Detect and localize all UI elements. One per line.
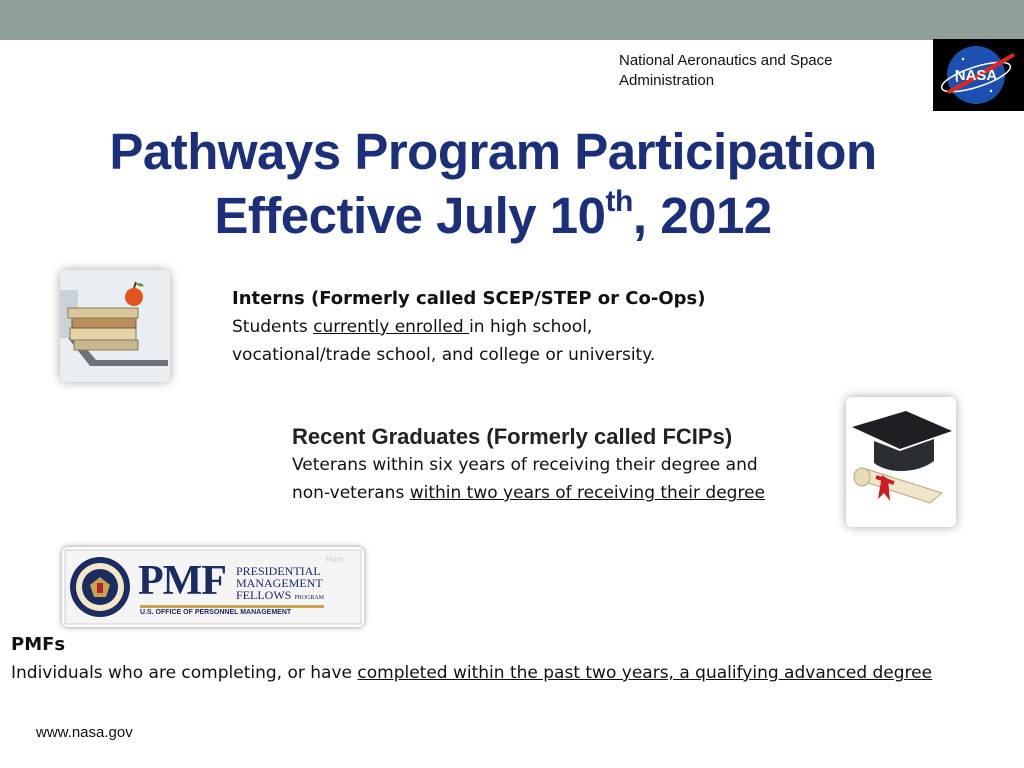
pmf-letters: PMF (138, 558, 226, 604)
pmf-banner (62, 547, 364, 627)
interns-heading: Interns (Formerly called SCEP/STEP or Co-Ops) (232, 288, 706, 309)
agency-line-2: Administration (619, 72, 715, 89)
pmfs-text (11, 659, 1021, 687)
pmf-line-1: PRESIDENTIAL (236, 564, 321, 578)
pmf-fellows: FELLOWS (236, 588, 292, 602)
agency-name (619, 51, 909, 91)
pmf-program: PROGRAM (294, 595, 325, 601)
interns-text-line-1 (232, 313, 792, 341)
page-title (40, 120, 946, 248)
pmfs-text-pre: Individuals who are completing, or have (11, 663, 358, 683)
nasa-logo-text: NASA (954, 67, 998, 84)
interns-text-pre: Students (232, 317, 314, 337)
recent-graduates-line-2 (292, 479, 832, 507)
pmfs-heading: PMFs (11, 634, 66, 655)
pmf-line-2: MANAGEMENT (236, 576, 323, 590)
recent-graduates-line-1: Veterans within six years of receiving their degree and (292, 455, 758, 475)
interns-text-post: in high school, (469, 317, 593, 337)
graduation-cap-image (846, 397, 956, 527)
agency-line-1: National Aeronautics and Space (619, 52, 833, 69)
recent-graduates-line-2-pre: non-veterans (292, 483, 410, 503)
pmf-gold-rule (140, 605, 324, 608)
title-superscript: th (605, 185, 633, 218)
recent-graduates-line-2-underlined: within two years of receiving their degree (409, 483, 765, 503)
pmf-watermark: Hom (326, 555, 343, 564)
pmf-office: U.S. OFFICE OF PERSONNEL MANAGEMENT (140, 609, 292, 616)
top-bar (0, 0, 1024, 40)
books-laptop-image (60, 270, 170, 382)
footer-url[interactable]: www.nasa.gov (36, 724, 133, 741)
interns-section (232, 285, 792, 369)
pmfs-section (11, 631, 1021, 687)
recent-graduates-section (292, 423, 832, 507)
interns-text-line-2: vocational/trade school, and college or university. (232, 345, 656, 365)
pmfs-text-underlined: completed within the past two years, a qualifying advanced degree (357, 663, 933, 683)
interns-text-underlined: currently enrolled (313, 317, 470, 337)
nasa-logo (933, 39, 1024, 111)
title-line-1: Pathways Program Participation (109, 123, 877, 180)
pmf-line-3 (236, 589, 324, 604)
title-year: , 2012 (632, 187, 772, 244)
title-line-2-main: Effective July 10 (214, 187, 606, 244)
recent-graduates-heading: Recent Graduates (Formerly called FCIPs) (292, 424, 733, 449)
title-line-2 (40, 184, 946, 248)
